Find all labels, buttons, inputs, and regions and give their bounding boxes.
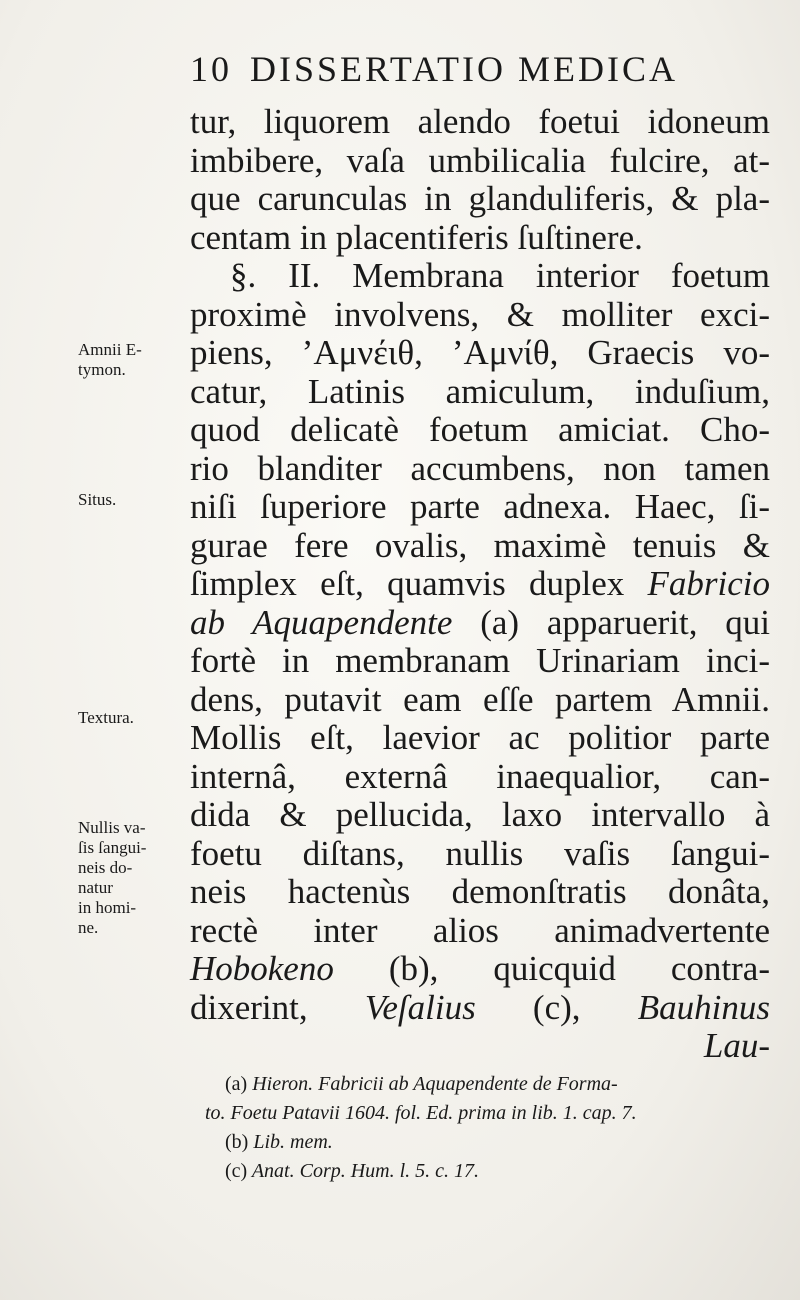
author-name: ab Aquapendente — [190, 602, 453, 642]
footnote-text: Lib. mem. — [253, 1131, 333, 1153]
footnote-text: to. Foetu Patavii 1604. fol. Ed. prima in lib. 1. cap. 7. — [205, 1102, 637, 1124]
text-line: catur, Latinis amiculum, induſium, — [190, 371, 770, 411]
footnote-mark: (a) — [225, 1073, 248, 1095]
text-line: imbibere, vaſa umbilicalia fulcire, at- — [190, 140, 770, 180]
text-line: quod delicatè foetum amiciat. Cho- — [190, 410, 770, 449]
text-line: tur, liquorem alendo foetui idoneum — [190, 102, 770, 141]
text-line: Hobokeno (b), quicquid contra- — [190, 949, 770, 988]
text-line: niſi ſuperiore parte adnexa. Haec, ſi- — [190, 487, 770, 526]
text-line-13: ab Aquapendente (a) apparuerit, qui — [190, 602, 770, 642]
text-line: gurae fere ovalis, maximè tenuis & — [190, 525, 770, 565]
margin-note-nullis: ſis ſangui- — [78, 838, 147, 857]
margin-note-amnii-etymon: tymon. — [78, 360, 126, 379]
text-line: internâ, externâ inaequalior, can- — [190, 756, 770, 796]
footnote-text: Anat. Corp. Hum. l. 5. c. 17. — [251, 1160, 480, 1182]
page-number: 10 — [190, 49, 232, 89]
author-name: Hobokeno — [190, 949, 334, 988]
text-line: Mollis eſt, laevior ac politior parte — [190, 718, 770, 757]
margin-note-amnii-etymon: Amnii E- — [78, 340, 142, 359]
margin-note-nullis: ne. — [78, 918, 99, 937]
text-line: dida & pellucida, laxo intervallo à — [190, 795, 770, 834]
text-line: foetu diſtans, nullis vaſis ſangui- — [190, 833, 770, 873]
margin-note-nullis: natur — [78, 878, 113, 897]
text-line — [190, 565, 770, 604]
margin-note-textura: Textura. — [78, 708, 134, 727]
text-line: fortè in membranam Urinariam inci- — [190, 641, 770, 680]
text-line: rectè inter alios animadvertente — [190, 910, 770, 950]
margin-note-nullis: Nullis va- — [78, 818, 146, 837]
author-name: Bauhinus — [637, 987, 770, 1027]
footnote — [225, 1157, 770, 1186]
author-name: Veſalius — [364, 987, 476, 1027]
text-line: dens, putavit eam eſſe partem Amnii. — [190, 679, 770, 719]
margin-note-situs: Situs. — [78, 490, 117, 509]
text-line: rio blanditer accumbens, non tamen — [190, 448, 770, 488]
footnote-mark: (c) — [225, 1160, 248, 1182]
text-line: dixerint, Veſalius (c), Bauhinus — [190, 987, 770, 1027]
running-title: DISSERTATIO MEDICA — [250, 49, 678, 89]
footnote — [225, 1128, 770, 1157]
footnote — [225, 1070, 770, 1099]
text-line: neis hactenùs demonſtratis donâta, — [190, 872, 770, 911]
footnotes — [205, 1070, 770, 1186]
footnote-text: Hieron. Fabricii ab Aquapendente de Forma- — [252, 1073, 618, 1095]
text-line: §. II. Membrana interior foetum — [230, 256, 770, 295]
text-line: piens, ’Aμνέιθ, ’Aμνίθ, Graecis vo- — [190, 333, 770, 372]
footnote — [205, 1099, 770, 1128]
margin-note-nullis: in homi- — [78, 898, 137, 917]
text-segment: ſimplex eſt, quamvis duplex — [190, 564, 625, 603]
text-line: proximè involvens, & molliter exci- — [190, 294, 770, 334]
text-line: que carunculas in glanduliferis, & pla- — [190, 179, 770, 218]
main-text — [190, 103, 770, 1066]
running-header — [190, 48, 750, 90]
text-line — [190, 604, 770, 643]
author-name: Fabricio — [647, 564, 770, 603]
margin-note-nullis: neis do- — [78, 858, 133, 877]
text-line: centam in placentiferis ſuſtinere. — [190, 217, 643, 257]
footnote-mark: (b) — [225, 1131, 249, 1153]
catchword: Lau- — [703, 1026, 770, 1065]
